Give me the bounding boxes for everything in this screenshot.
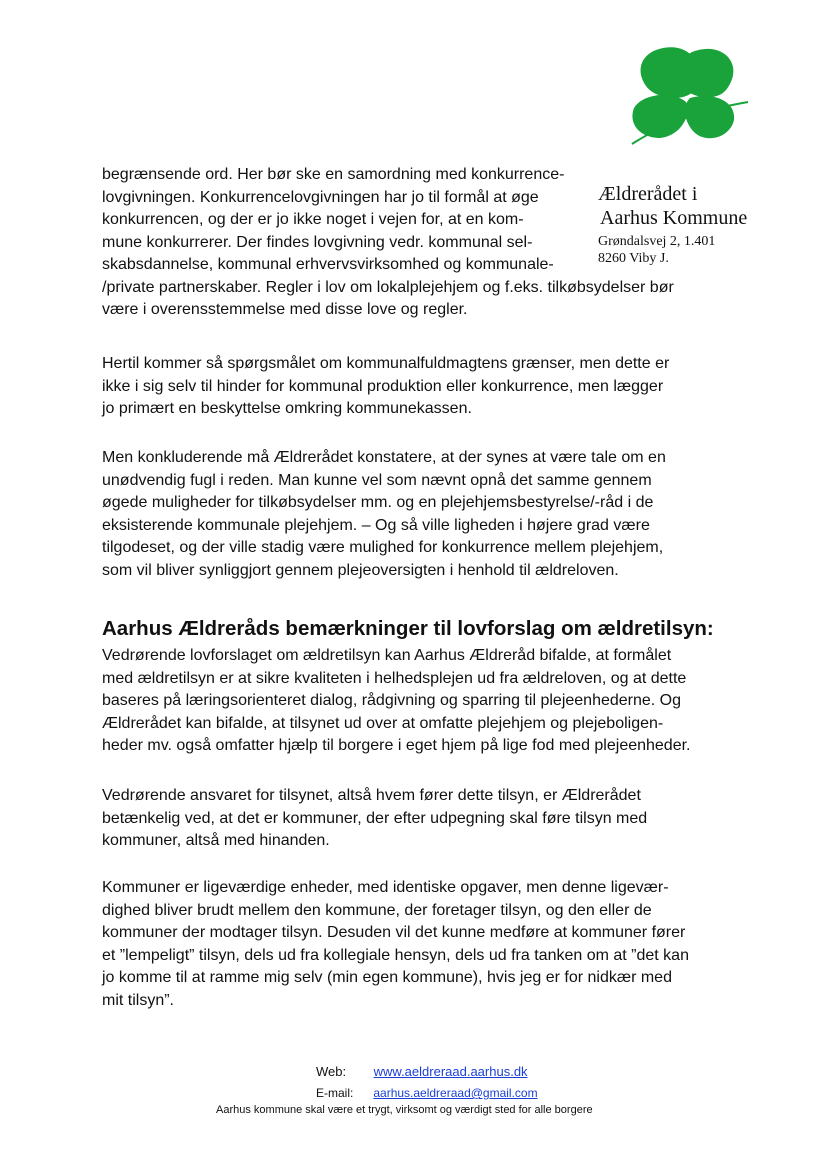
text-line: konkurrencen, og der er jo ikke noget i vejen for, at en kom- <box>102 211 524 228</box>
paragraph-6 <box>102 877 689 1012</box>
footer-email <box>316 1086 538 1100</box>
text-line: unødvendig fugl i reden. Man kunne vel som nævnt opnå det samme gennem <box>102 471 652 489</box>
clover-logo-icon <box>626 40 750 148</box>
text-line: eksisterende kommunale plejehjem. – Og så ville ligheden i højere grad være <box>102 516 650 534</box>
text-line: /private partnerskaber. Regler i lov om lokalplejehjem og f.eks. tilkøbsydelser bør <box>102 278 674 296</box>
org-address-line1: Grøndalsvej 2, 1.401 <box>598 234 716 249</box>
text-line: baseres på læringsorienteret dialog, rådgivning og sparring til plejeenhederne. Og <box>102 692 682 709</box>
footer-web <box>316 1064 528 1079</box>
text-line: kommuner der modtager tilsyn. Desuden vil det kunne medføre at kommuner fører <box>102 924 686 941</box>
text-line: Ældrerådet kan bifalde, at tilsynet ud over at omfatte plejehjem og plejeboligen- <box>102 714 664 732</box>
paragraph-4 <box>102 645 691 758</box>
text-line: heder mv. også omfatter hjælp til borgere i eget hjem på lige fod med plejeenheder. <box>102 737 691 754</box>
org-name-line2: Aarhus Kommune <box>600 207 748 229</box>
email-label: E-mail: <box>316 1086 354 1100</box>
email-link[interactable]: aarhus.aeldreraad@gmail.com <box>373 1086 538 1100</box>
text-line: øgede muligheder for tilkøbsydelser mm. og en plejehjemsbestyrelse/-råd i de <box>102 494 654 511</box>
text-line: betænkelig ved, at det er kommuner, der efter udpegning skal føre tilsyn med <box>102 809 648 827</box>
text-line: være i overensstemmelse med disse love og regler. <box>102 301 468 318</box>
text-line: Vedrørende lovforslaget om ældretilsyn kan Aarhus Ældreråd bifalde, at formålet <box>102 647 672 664</box>
footer-tagline: Aarhus kommune skal være et trygt, virksomt og værdigt sted for alle borgere <box>216 1104 593 1116</box>
text-line: jo komme til at ramme mig selv (min egen kommune), hvis jeg er for nidkær med <box>102 969 672 986</box>
website-link[interactable]: www.aeldreraad.aarhus.dk <box>373 1064 528 1079</box>
text-line: Hertil kommer så spørgsmålet om kommunalfuldmagtens grænser, men dette er <box>102 355 670 372</box>
text-line: Vedrørende ansvaret for tilsynet, altså hvem fører dette tilsyn, er Ældrerådet <box>102 787 641 804</box>
org-address-line2: 8260 Viby J. <box>598 251 669 266</box>
text-line: dighed bliver brudt mellem den kommune, der foretager tilsyn, og den eller de <box>102 901 652 919</box>
text-line: begrænsende ord. Her bør ske en samordning med konkurrence- <box>102 166 565 183</box>
text-line: kommuner, altså med hinanden. <box>102 832 330 849</box>
text-line: lovgivningen. Konkurrencelovgivningen har jo til formål at øge <box>102 188 539 206</box>
text-line: som vil bliver synliggjort gennem plejeoversigten i henhold til ældreloven. <box>102 561 619 579</box>
text-line: Men konkluderende må Ældrerådet konstatere, at der synes at være tale om en <box>102 449 666 466</box>
text-line: med ældretilsyn er at sikre kvaliteten i helhedsplejen ud fra ældreloven, og at dette <box>102 669 687 687</box>
text-line: ikke i sig selv til hinder for kommunal produktion eller konkurrence, men lægger <box>102 377 664 395</box>
paragraph-2 <box>102 353 669 421</box>
text-line: skabsdannelse, kommunal erhvervsvirksomhed og kommunale- <box>102 256 554 273</box>
web-label: Web: <box>316 1064 347 1079</box>
text-line: jo primært en beskyttelse omkring kommunekassen. <box>102 400 472 417</box>
text-line: tilgodeset, og der ville stadig være mulighed for konkurrence mellem plejehjem, <box>102 539 664 556</box>
text-line: mit tilsyn”. <box>102 991 174 1009</box>
paragraph-1 <box>102 164 674 322</box>
section-heading: Aarhus Ældreråds bemærkninger til lovforslag om ældretilsyn: <box>102 617 714 640</box>
paragraph-5 <box>102 785 647 853</box>
text-line: et ”lempeligt” tilsyn, dels ud fra kollegiale hensyn, dels ud fra tanken om at ”det kan <box>102 946 689 964</box>
text-line: Kommuner er ligeværdige enheder, med identiske opgaver, men denne ligevær- <box>102 879 669 896</box>
org-name-line1: Ældrerådet i <box>598 183 698 205</box>
text-line: mune konkurrerer. Der findes lovgivning vedr. kommunal sel- <box>102 233 533 251</box>
paragraph-3 <box>102 447 666 582</box>
